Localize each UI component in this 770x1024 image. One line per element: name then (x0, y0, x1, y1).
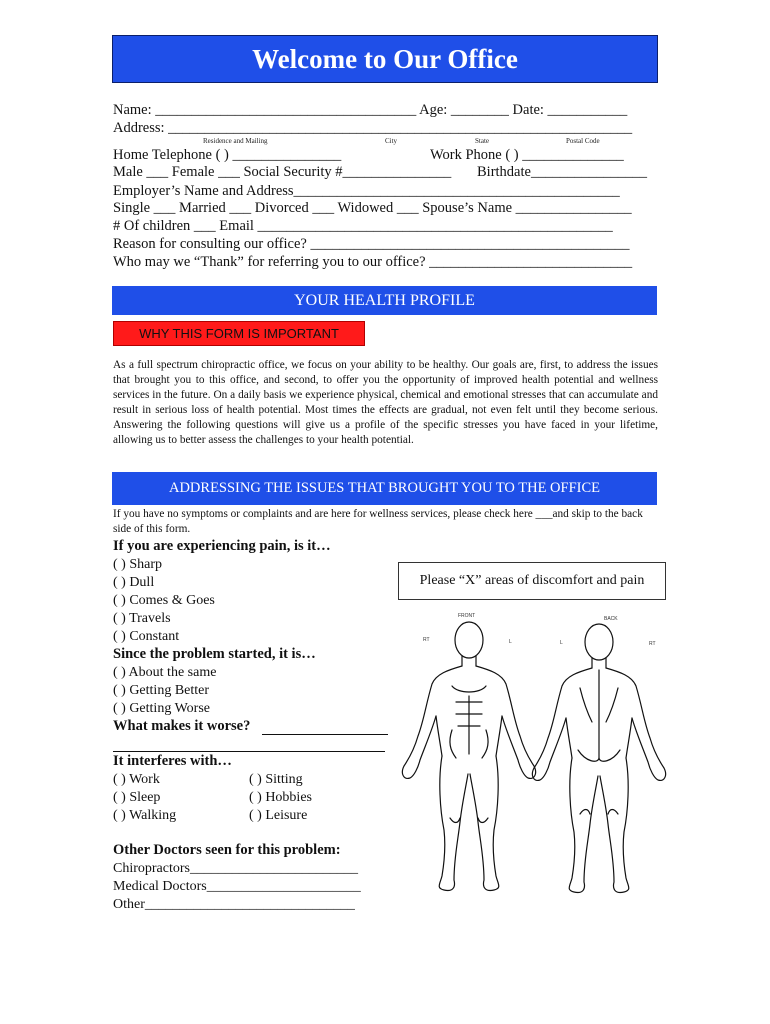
sex-ssn-line[interactable]: Male ___ Female ___ Social Security #_______________ (113, 164, 452, 180)
started-option-same[interactable]: ( ) About the same (113, 665, 217, 680)
front-label: FRONT (458, 613, 476, 619)
pain-option-travels[interactable]: ( ) Travels (113, 611, 171, 626)
body-diagram[interactable] (396, 618, 671, 895)
address-sub-state: State (475, 137, 489, 145)
back-label: BACK (604, 616, 618, 622)
address-sub-city: City (385, 137, 398, 145)
interferes-hobbies[interactable]: ( ) Hobbies (249, 790, 312, 805)
wellness-note[interactable]: If you have no symptoms or complaints and are here for wellness services, please check here ___and skip to the back side of this form. (113, 508, 643, 536)
started-option-worse[interactable]: ( ) Getting Worse (113, 701, 210, 716)
worse-answer-line-2[interactable] (113, 751, 385, 752)
pain-option-comes-goes[interactable]: ( ) Comes & Goes (113, 593, 215, 608)
front-rt-label: RT (423, 637, 430, 643)
work-phone-line[interactable]: Work Phone ( ) ______________ (430, 147, 624, 163)
interferes-leisure[interactable]: ( ) Leisure (249, 808, 308, 823)
worse-answer-line-1[interactable] (262, 734, 388, 735)
started-option-better[interactable]: ( ) Getting Better (113, 683, 210, 698)
health-profile-paragraph: As a full spectrum chiropractic office, we focus on your ability to be healthy. Our goals are, first, to address the issues that brought you to this office, and second, to offer you the opportunity of improved health potential and wellness services in the future. On a daily basis we experience physical, chemical and emotional stresses that can accumulate and result in serious loss of health potential. Most times the effects are gradual, not even felt until they become serious. Answering the following questions will give us a profile of the specific stresses you have faced in your lifetime, allowing us to better assess the challenges to your health potential. (113, 359, 658, 447)
back-body-figure (532, 624, 665, 893)
interferes-work[interactable]: ( ) Work (113, 772, 160, 787)
page-title: Welcome to Our Office (112, 35, 658, 83)
marital-status-line[interactable]: Single ___ Married ___ Divorced ___ Widowed ___ Spouse’s Name ________________ (113, 200, 632, 216)
front-body-figure (402, 622, 535, 891)
other-doctors-line[interactable]: Other______________________________ (113, 897, 355, 912)
pain-option-constant[interactable]: ( ) Constant (113, 629, 180, 644)
back-l-label: L (560, 640, 563, 646)
reason-line[interactable]: Reason for consulting our office? ____________________________________________ (113, 236, 630, 252)
back-rt-label: RT (649, 641, 656, 647)
health-profile-banner: YOUR HEALTH PROFILE (112, 286, 657, 315)
chiropractors-line[interactable]: Chiropractors________________________ (113, 861, 358, 876)
birthdate-line[interactable]: Birthdate________________ (477, 164, 647, 180)
pain-heading: If you are experiencing pain, is it… (113, 538, 331, 554)
doctors-heading: Other Doctors seen for this problem: (113, 842, 341, 858)
issues-banner: ADDRESSING THE ISSUES THAT BROUGHT YOU TO THE OFFICE (112, 472, 657, 505)
referral-line[interactable]: Who may we “Thank” for referring you to our office? ____________________________ (113, 254, 633, 270)
pain-option-sharp[interactable]: ( ) Sharp (113, 557, 162, 572)
front-l-label: L (509, 639, 512, 645)
name-age-date-line[interactable]: Name: ____________________________________ Age: ________ Date: ___________ (113, 102, 628, 118)
started-heading: Since the problem started, it is… (113, 646, 316, 662)
home-telephone-line[interactable]: Home Telephone ( ) _______________ (113, 147, 342, 163)
interferes-sitting[interactable]: ( ) Sitting (249, 772, 303, 787)
medical-doctors-line[interactable]: Medical Doctors______________________ (113, 879, 361, 894)
address-sub-postal: Postal Code (566, 137, 600, 145)
children-email-line[interactable]: # Of children ___ Email _________________________________________________ (113, 218, 613, 234)
address-sub-residence: Residence and Mailing (203, 137, 268, 145)
address-line[interactable]: Address: ________________________________________________________________ (113, 120, 633, 136)
worse-heading: What makes it worse? (113, 718, 251, 734)
employer-line[interactable]: Employer’s Name and Address_____________________________________________ (113, 183, 620, 199)
discomfort-prompt-box: Please “X” areas of discomfort and pain (398, 562, 666, 600)
pain-option-dull[interactable]: ( ) Dull (113, 575, 155, 590)
interferes-sleep[interactable]: ( ) Sleep (113, 790, 161, 805)
why-important-label: WHY THIS FORM IS IMPORTANT (113, 321, 365, 346)
interferes-heading: It interferes with… (113, 753, 232, 769)
interferes-walking[interactable]: ( ) Walking (113, 808, 177, 823)
